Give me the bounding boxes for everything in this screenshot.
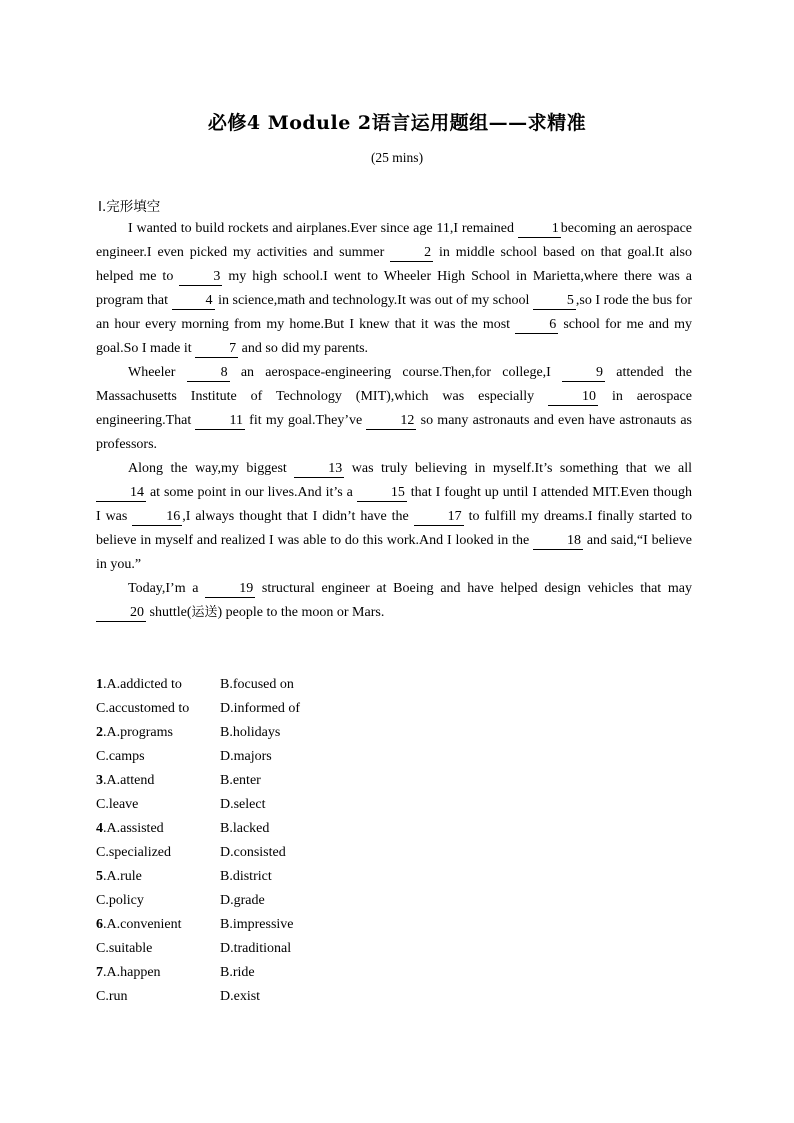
blank-2: 2 xyxy=(390,245,433,262)
passage-text: in middle school based on that goal.It also helped me to xyxy=(96,245,692,284)
passage-text: shuttle( xyxy=(146,605,192,620)
option-row-4cd xyxy=(96,841,300,865)
option-row-4ab xyxy=(96,817,300,841)
option-d: D.consisted xyxy=(220,845,286,860)
option-row-5cd xyxy=(96,889,300,913)
option-row-6ab xyxy=(96,913,300,937)
blank-16: 16 xyxy=(132,509,182,526)
option-c: C.camps xyxy=(96,749,145,764)
passage-text: at some point in our lives.And it’s a xyxy=(146,485,357,500)
option-d: D.majors xyxy=(220,749,272,764)
question-number: 6 xyxy=(96,917,103,932)
passage-text: ,I always thought that I didn’t have the xyxy=(182,509,414,524)
blank-12: 12 xyxy=(366,413,416,430)
option-row-3ab xyxy=(96,769,300,793)
passage-text: to fulfill my dreams.I finally started to believe in myself and realized I was able to do this work.And I looked in the xyxy=(96,509,692,548)
question-number: 7 xyxy=(96,965,103,980)
time-limit: (25 mins) xyxy=(370,150,424,165)
option-c: C.policy xyxy=(96,893,144,908)
option-a: .A.programs xyxy=(103,725,173,740)
option-b: B.holidays xyxy=(220,725,281,740)
option-c: C.accustomed to xyxy=(96,701,190,716)
option-b: B.focused on xyxy=(220,677,294,692)
option-row-7ab xyxy=(96,961,300,985)
cloze-passage xyxy=(96,217,692,625)
option-row-3cd xyxy=(96,793,300,817)
option-d: D.traditional xyxy=(220,941,292,956)
blank-13: 13 xyxy=(294,461,344,478)
option-d: D.exist xyxy=(220,989,261,1004)
passage-text: structural engineer at Boeing and have helped design vehicles that may xyxy=(255,581,692,596)
option-c: C.leave xyxy=(96,797,139,812)
passage-text: in aerospace engineering.That xyxy=(96,389,692,428)
option-a: .A.attend xyxy=(103,773,155,788)
option-d: D.grade xyxy=(220,893,265,908)
option-b: B.impressive xyxy=(220,917,294,932)
question-number: 4 xyxy=(96,821,103,836)
passage-text: Along the way,my biggest xyxy=(128,461,295,476)
blank-11: 11 xyxy=(195,413,244,430)
passage-text: ,so I rode the bus for an hour every morning from my home.But I knew that it was the most xyxy=(96,293,692,332)
passage-text: my high school.I went to Wheeler High School in Marietta,where there was a program that xyxy=(96,269,692,308)
option-row-7cd xyxy=(96,985,300,1009)
paragraph-3 xyxy=(96,457,692,577)
option-a: .A.addicted to xyxy=(103,677,182,692)
blank-15: 15 xyxy=(357,485,407,502)
blank-10: 10 xyxy=(548,389,598,406)
option-a: .A.assisted xyxy=(103,821,164,836)
option-c: C.suitable xyxy=(96,941,153,956)
passage-text: Wheeler xyxy=(128,365,187,380)
blank-20: 20 xyxy=(96,605,146,622)
option-row-2ab xyxy=(96,721,300,745)
blank-3: 3 xyxy=(179,269,222,286)
passage-text: was truly believing in myself.It’s something that we all xyxy=(344,461,692,476)
blank-5: 5 xyxy=(533,293,576,310)
passage-text: an aerospace-engineering course.Then,for college,I xyxy=(229,365,563,380)
passage-text: ) people to the moon or Mars. xyxy=(217,605,385,620)
option-b: B.district xyxy=(220,869,272,884)
option-row-1ab xyxy=(96,673,300,697)
passage-text: becoming an aerospace engineer.I even picked my activities and summer xyxy=(96,221,692,260)
option-b: B.lacked xyxy=(220,821,270,836)
passage-text: and said,“I believe in you.” xyxy=(96,533,693,572)
question-number: 3 xyxy=(96,773,103,788)
passage-text: attended the Massachusetts Institute of Technology (MIT),which was especially xyxy=(96,365,692,404)
section-heading: Ⅰ.完形填空 xyxy=(98,199,161,215)
answer-options xyxy=(96,673,300,1009)
question-number: 1 xyxy=(96,677,103,692)
blank-14: 14 xyxy=(96,485,146,502)
passage-text: Today,I’m a xyxy=(128,581,206,596)
paragraph-4 xyxy=(96,577,692,625)
option-a: .A.rule xyxy=(103,869,142,884)
option-d: D.select xyxy=(220,797,266,812)
passage-text: that I fought up until I attended MIT.Even though I was xyxy=(96,485,692,524)
chinese-gloss: 运送 xyxy=(191,605,218,620)
option-c: C.run xyxy=(96,989,128,1004)
question-number: 2 xyxy=(96,725,103,740)
option-a: .A.convenient xyxy=(103,917,182,932)
blank-4: 4 xyxy=(172,293,215,310)
option-row-2cd xyxy=(96,745,300,769)
blank-7: 7 xyxy=(195,341,238,358)
paragraph-2 xyxy=(96,361,692,457)
blank-19: 19 xyxy=(205,581,255,598)
blank-6: 6 xyxy=(515,317,558,334)
passage-text: so many astronauts and even have astronauts as professors. xyxy=(96,413,692,452)
page-title: 必修4 Module 2语言运用题组——求精准 xyxy=(207,112,587,134)
passage-text: and so did my parents. xyxy=(238,341,369,356)
question-number: 5 xyxy=(96,869,103,884)
blank-1: 1 xyxy=(518,221,561,238)
passage-text: in science,math and technology.It was out of my school xyxy=(214,293,533,308)
option-row-5ab xyxy=(96,865,300,889)
option-a: .A.happen xyxy=(103,965,161,980)
option-c: C.specialized xyxy=(96,845,172,860)
blank-9: 9 xyxy=(562,365,605,382)
blank-17: 17 xyxy=(414,509,464,526)
passage-text: fit my goal.They’ve xyxy=(244,413,367,428)
option-row-6cd xyxy=(96,937,300,961)
blank-18: 18 xyxy=(533,533,583,550)
option-d: D.informed of xyxy=(220,701,301,716)
passage-text: I wanted to build rockets and airplanes.Ever since age 11,I remained xyxy=(128,221,518,236)
passage-text: school for me and my goal.So I made it xyxy=(96,317,692,356)
option-b: B.ride xyxy=(220,965,255,980)
option-b: B.enter xyxy=(220,773,261,788)
paragraph-1 xyxy=(96,217,692,361)
blank-8: 8 xyxy=(187,365,230,382)
option-row-1cd xyxy=(96,697,300,721)
